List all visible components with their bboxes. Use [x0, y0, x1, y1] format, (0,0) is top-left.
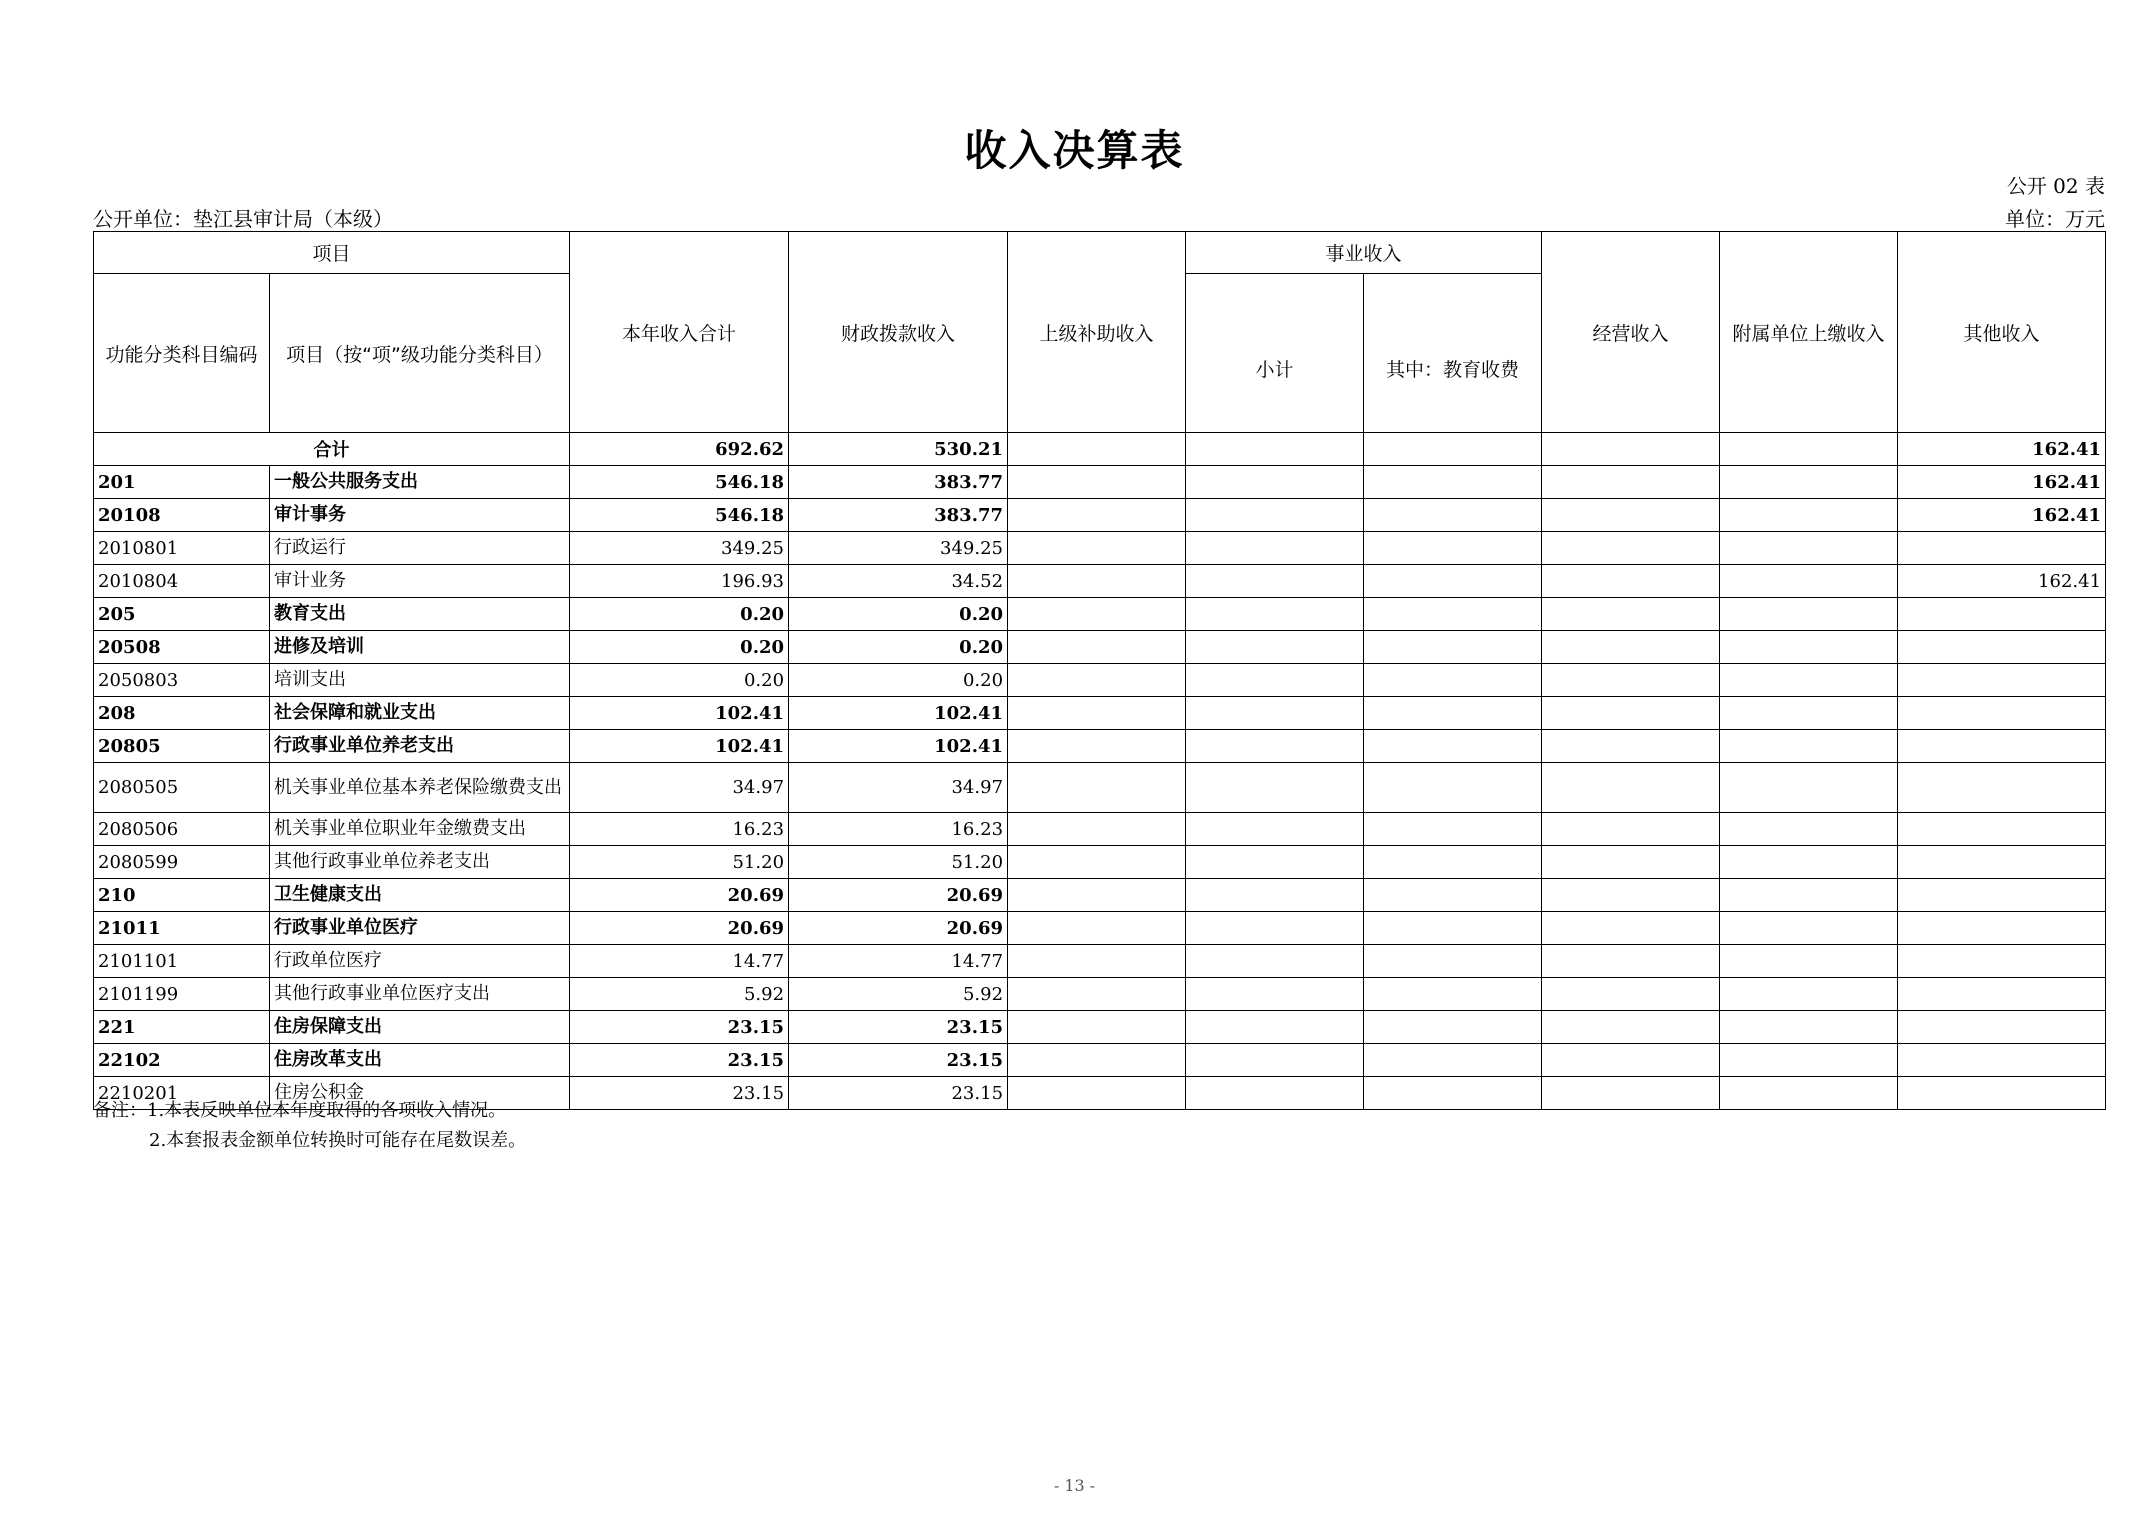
- cell-fiscal: 349.25: [789, 532, 1008, 565]
- cell-subtotal: [1186, 813, 1364, 846]
- cell-operating: [1542, 730, 1720, 763]
- cell-affiliated: [1720, 879, 1898, 912]
- cell-edu: [1364, 912, 1542, 945]
- cell-edu: [1364, 598, 1542, 631]
- table-row: [94, 532, 2106, 565]
- cell-other: [1898, 763, 2106, 813]
- cell-total: 5.92: [570, 978, 789, 1011]
- cell-subtotal: [1186, 978, 1364, 1011]
- cell-fiscal: 102.41: [789, 730, 1008, 763]
- cell-operating: [1542, 1044, 1720, 1077]
- cell-code: 20508: [94, 631, 270, 664]
- cell-operating: [1542, 532, 1720, 565]
- cell-total: 51.20: [570, 846, 789, 879]
- cell-fiscal: 5.92: [789, 978, 1008, 1011]
- cell-superior: [1008, 912, 1186, 945]
- cell-superior: [1008, 763, 1186, 813]
- cell-fiscal: 0.20: [789, 631, 1008, 664]
- table-row: [94, 1011, 2106, 1044]
- cell-code: 2050803: [94, 664, 270, 697]
- cell-operating: [1542, 1077, 1720, 1110]
- cell-other: 162.41: [1898, 499, 2106, 532]
- cell-other: [1898, 1011, 2106, 1044]
- table-row: [94, 730, 2106, 763]
- total-cell-total: 692.62: [570, 433, 789, 466]
- cell-superior: [1008, 730, 1186, 763]
- cell-fiscal: 0.20: [789, 598, 1008, 631]
- cell-affiliated: [1720, 466, 1898, 499]
- cell-name: 其他行政事业单位医疗支出: [270, 978, 570, 1011]
- cell-total: 349.25: [570, 532, 789, 565]
- header-subtotal: 小计: [1186, 274, 1364, 433]
- table-row: [94, 631, 2106, 664]
- cell-name: 行政运行: [270, 532, 570, 565]
- cell-total: 196.93: [570, 565, 789, 598]
- cell-operating: [1542, 1011, 1720, 1044]
- cell-affiliated: [1720, 813, 1898, 846]
- cell-code: 20108: [94, 499, 270, 532]
- cell-other: [1898, 697, 2106, 730]
- cell-edu: [1364, 664, 1542, 697]
- cell-superior: [1008, 1077, 1186, 1110]
- cell-edu: [1364, 532, 1542, 565]
- cell-code: 221: [94, 1011, 270, 1044]
- cell-other: [1898, 1044, 2106, 1077]
- cell-affiliated: [1720, 978, 1898, 1011]
- cell-code: 21011: [94, 912, 270, 945]
- cell-edu: [1364, 978, 1542, 1011]
- cell-total: 546.18: [570, 466, 789, 499]
- cell-subtotal: [1186, 499, 1364, 532]
- table-row: [94, 466, 2106, 499]
- cell-affiliated: [1720, 532, 1898, 565]
- cell-affiliated: [1720, 697, 1898, 730]
- cell-other: [1898, 598, 2106, 631]
- cell-subtotal: [1186, 697, 1364, 730]
- cell-operating: [1542, 598, 1720, 631]
- page-title: 收入决算表: [964, 126, 1185, 175]
- cell-edu: [1364, 499, 1542, 532]
- cell-affiliated: [1720, 912, 1898, 945]
- cell-name: 社会保障和就业支出: [270, 697, 570, 730]
- table-row: [94, 499, 2106, 532]
- cell-other: [1898, 945, 2106, 978]
- cell-edu: [1364, 697, 1542, 730]
- header-name: 项目（按“项”级功能分类科目）: [270, 274, 570, 433]
- cell-operating: [1542, 565, 1720, 598]
- cell-subtotal: [1186, 1044, 1364, 1077]
- cell-other: [1898, 730, 2106, 763]
- cell-edu: [1364, 730, 1542, 763]
- total-cell-affiliated: [1720, 433, 1898, 466]
- cell-name: 一般公共服务支出: [270, 466, 570, 499]
- cell-operating: [1542, 846, 1720, 879]
- cell-operating: [1542, 763, 1720, 813]
- cell-superior: [1008, 813, 1186, 846]
- cell-operating: [1542, 697, 1720, 730]
- table-row: [94, 945, 2106, 978]
- cell-subtotal: [1186, 846, 1364, 879]
- cell-code: 2080505: [94, 763, 270, 813]
- note-2: 2.本套报表金额单位转换时可能存在尾数误差。: [149, 1130, 527, 1151]
- notes: [93, 1096, 526, 1156]
- total-cell-fiscal: 530.21: [789, 433, 1008, 466]
- cell-edu: [1364, 813, 1542, 846]
- cell-total: 14.77: [570, 945, 789, 978]
- cell-other: [1898, 912, 2106, 945]
- page-number: - 13 -: [1053, 1476, 1096, 1495]
- cell-name: 机关事业单位职业年金缴费支出: [270, 813, 570, 846]
- cell-total: 16.23: [570, 813, 789, 846]
- note-1: 备注：1.本表反映单位本年度取得的各项收入情况。: [93, 1100, 507, 1121]
- cell-affiliated: [1720, 598, 1898, 631]
- form-number: 公开 02 表: [2006, 174, 2105, 198]
- cell-name: 住房保障支出: [270, 1011, 570, 1044]
- cell-subtotal: [1186, 912, 1364, 945]
- cell-subtotal: [1186, 631, 1364, 664]
- cell-superior: [1008, 945, 1186, 978]
- cell-subtotal: [1186, 565, 1364, 598]
- cell-superior: [1008, 499, 1186, 532]
- cell-edu: [1364, 945, 1542, 978]
- cell-code: 205: [94, 598, 270, 631]
- cell-affiliated: [1720, 664, 1898, 697]
- cell-operating: [1542, 664, 1720, 697]
- cell-total: 20.69: [570, 912, 789, 945]
- cell-total: 0.20: [570, 664, 789, 697]
- cell-code: 2010804: [94, 565, 270, 598]
- cell-code: 2210201: [94, 1077, 270, 1110]
- cell-affiliated: [1720, 631, 1898, 664]
- total-cell-other: 162.41: [1898, 433, 2106, 466]
- cell-fiscal: 20.69: [789, 879, 1008, 912]
- cell-edu: [1364, 466, 1542, 499]
- cell-code: 2080599: [94, 846, 270, 879]
- header-affiliated: 附属单位上缴收入: [1720, 232, 1898, 433]
- cell-name: 行政事业单位医疗: [270, 912, 570, 945]
- income-table: [93, 231, 2106, 1110]
- cell-fiscal: 51.20: [789, 846, 1008, 879]
- cell-fiscal: 383.77: [789, 499, 1008, 532]
- header-fiscal: 财政拨款收入: [789, 232, 1008, 433]
- cell-affiliated: [1720, 565, 1898, 598]
- total-cell-superior: [1008, 433, 1186, 466]
- table-row: [94, 912, 2106, 945]
- cell-fiscal: 102.41: [789, 697, 1008, 730]
- cell-subtotal: [1186, 879, 1364, 912]
- cell-superior: [1008, 1044, 1186, 1077]
- cell-fiscal: 23.15: [789, 1077, 1008, 1110]
- cell-subtotal: [1186, 532, 1364, 565]
- cell-code: 2101199: [94, 978, 270, 1011]
- cell-name: 行政单位医疗: [270, 945, 570, 978]
- total-cell-edu: [1364, 433, 1542, 466]
- cell-code: 2101101: [94, 945, 270, 978]
- total-cell-subtotal: [1186, 433, 1364, 466]
- cell-affiliated: [1720, 1044, 1898, 1077]
- cell-other: 162.41: [1898, 565, 2106, 598]
- cell-total: 23.15: [570, 1011, 789, 1044]
- cell-subtotal: [1186, 945, 1364, 978]
- cell-total: 20.69: [570, 879, 789, 912]
- header-operating: 经营收入: [1542, 232, 1720, 433]
- table-row: [94, 565, 2106, 598]
- currency-unit: 单位：万元: [2005, 207, 2105, 231]
- cell-edu: [1364, 763, 1542, 813]
- cell-total: 0.20: [570, 631, 789, 664]
- cell-fiscal: 23.15: [789, 1044, 1008, 1077]
- table-row: [94, 879, 2106, 912]
- cell-edu: [1364, 1011, 1542, 1044]
- cell-fiscal: 14.77: [789, 945, 1008, 978]
- cell-fiscal: 34.97: [789, 763, 1008, 813]
- cell-operating: [1542, 912, 1720, 945]
- cell-edu: [1364, 631, 1542, 664]
- cell-total: 546.18: [570, 499, 789, 532]
- cell-other: [1898, 1077, 2106, 1110]
- table-row: [94, 697, 2106, 730]
- total-cell-operating: [1542, 433, 1720, 466]
- cell-subtotal: [1186, 1077, 1364, 1110]
- cell-subtotal: [1186, 1011, 1364, 1044]
- cell-fiscal: 0.20: [789, 664, 1008, 697]
- cell-other: [1898, 631, 2106, 664]
- cell-superior: [1008, 565, 1186, 598]
- cell-name: 住房改革支出: [270, 1044, 570, 1077]
- cell-name: 行政事业单位养老支出: [270, 730, 570, 763]
- cell-other: 162.41: [1898, 466, 2106, 499]
- cell-superior: [1008, 846, 1186, 879]
- cell-edu: [1364, 1044, 1542, 1077]
- cell-name: 机关事业单位基本养老保险缴费支出: [270, 763, 570, 813]
- cell-code: 2080506: [94, 813, 270, 846]
- cell-subtotal: [1186, 730, 1364, 763]
- table-row: [94, 813, 2106, 846]
- cell-name: 教育支出: [270, 598, 570, 631]
- cell-affiliated: [1720, 763, 1898, 813]
- table-row: [94, 846, 2106, 879]
- cell-total: 102.41: [570, 730, 789, 763]
- cell-fiscal: 34.52: [789, 565, 1008, 598]
- cell-other: [1898, 532, 2106, 565]
- cell-superior: [1008, 697, 1186, 730]
- cell-superior: [1008, 1011, 1186, 1044]
- header-business: 事业收入: [1186, 232, 1542, 274]
- cell-total: 102.41: [570, 697, 789, 730]
- cell-name: 培训支出: [270, 664, 570, 697]
- cell-operating: [1542, 978, 1720, 1011]
- cell-operating: [1542, 879, 1720, 912]
- cell-subtotal: [1186, 598, 1364, 631]
- cell-fiscal: 20.69: [789, 912, 1008, 945]
- header-code: 功能分类科目编码: [94, 274, 270, 433]
- cell-affiliated: [1720, 1077, 1898, 1110]
- cell-other: [1898, 846, 2106, 879]
- cell-operating: [1542, 945, 1720, 978]
- cell-operating: [1542, 631, 1720, 664]
- table-row: [94, 664, 2106, 697]
- total-row: [94, 433, 2106, 466]
- cell-code: 201: [94, 466, 270, 499]
- header-item: 项目: [94, 232, 570, 274]
- cell-superior: [1008, 978, 1186, 1011]
- cell-fiscal: 383.77: [789, 466, 1008, 499]
- cell-other: [1898, 978, 2106, 1011]
- header-other: 其他收入: [1898, 232, 2106, 433]
- reporting-unit: 公开单位：垫江县审计局（本级）: [93, 207, 393, 231]
- cell-operating: [1542, 813, 1720, 846]
- cell-superior: [1008, 532, 1186, 565]
- cell-total: 23.15: [570, 1077, 789, 1110]
- cell-superior: [1008, 631, 1186, 664]
- cell-name: 卫生健康支出: [270, 879, 570, 912]
- cell-other: [1898, 879, 2106, 912]
- cell-affiliated: [1720, 499, 1898, 532]
- cell-fiscal: 16.23: [789, 813, 1008, 846]
- cell-code: 210: [94, 879, 270, 912]
- cell-name: 审计业务: [270, 565, 570, 598]
- cell-total: 23.15: [570, 1044, 789, 1077]
- cell-superior: [1008, 466, 1186, 499]
- cell-other: [1898, 813, 2106, 846]
- cell-fiscal: 23.15: [789, 1011, 1008, 1044]
- cell-code: 208: [94, 697, 270, 730]
- header-edu: 其中：教育收费: [1364, 274, 1542, 433]
- table-row: [94, 978, 2106, 1011]
- header-superior: 上级补助收入: [1008, 232, 1186, 433]
- cell-code: 20805: [94, 730, 270, 763]
- cell-superior: [1008, 664, 1186, 697]
- table-row: [94, 598, 2106, 631]
- cell-affiliated: [1720, 846, 1898, 879]
- cell-name: 进修及培训: [270, 631, 570, 664]
- cell-affiliated: [1720, 945, 1898, 978]
- cell-subtotal: [1186, 763, 1364, 813]
- cell-subtotal: [1186, 664, 1364, 697]
- cell-operating: [1542, 499, 1720, 532]
- table-row: [94, 763, 2106, 813]
- cell-superior: [1008, 598, 1186, 631]
- total-label: 合计: [94, 433, 570, 466]
- cell-operating: [1542, 466, 1720, 499]
- header-total: 本年收入合计: [570, 232, 789, 433]
- cell-affiliated: [1720, 730, 1898, 763]
- cell-edu: [1364, 1077, 1542, 1110]
- cell-subtotal: [1186, 466, 1364, 499]
- cell-name: 其他行政事业单位养老支出: [270, 846, 570, 879]
- table-row: [94, 1044, 2106, 1077]
- cell-superior: [1008, 879, 1186, 912]
- cell-code: 22102: [94, 1044, 270, 1077]
- cell-total: 34.97: [570, 763, 789, 813]
- cell-edu: [1364, 846, 1542, 879]
- cell-name: 住房公积金: [270, 1077, 570, 1110]
- cell-other: [1898, 664, 2106, 697]
- cell-edu: [1364, 565, 1542, 598]
- cell-edu: [1364, 879, 1542, 912]
- cell-name: 审计事务: [270, 499, 570, 532]
- cell-code: 2010801: [94, 532, 270, 565]
- cell-total: 0.20: [570, 598, 789, 631]
- cell-affiliated: [1720, 1011, 1898, 1044]
